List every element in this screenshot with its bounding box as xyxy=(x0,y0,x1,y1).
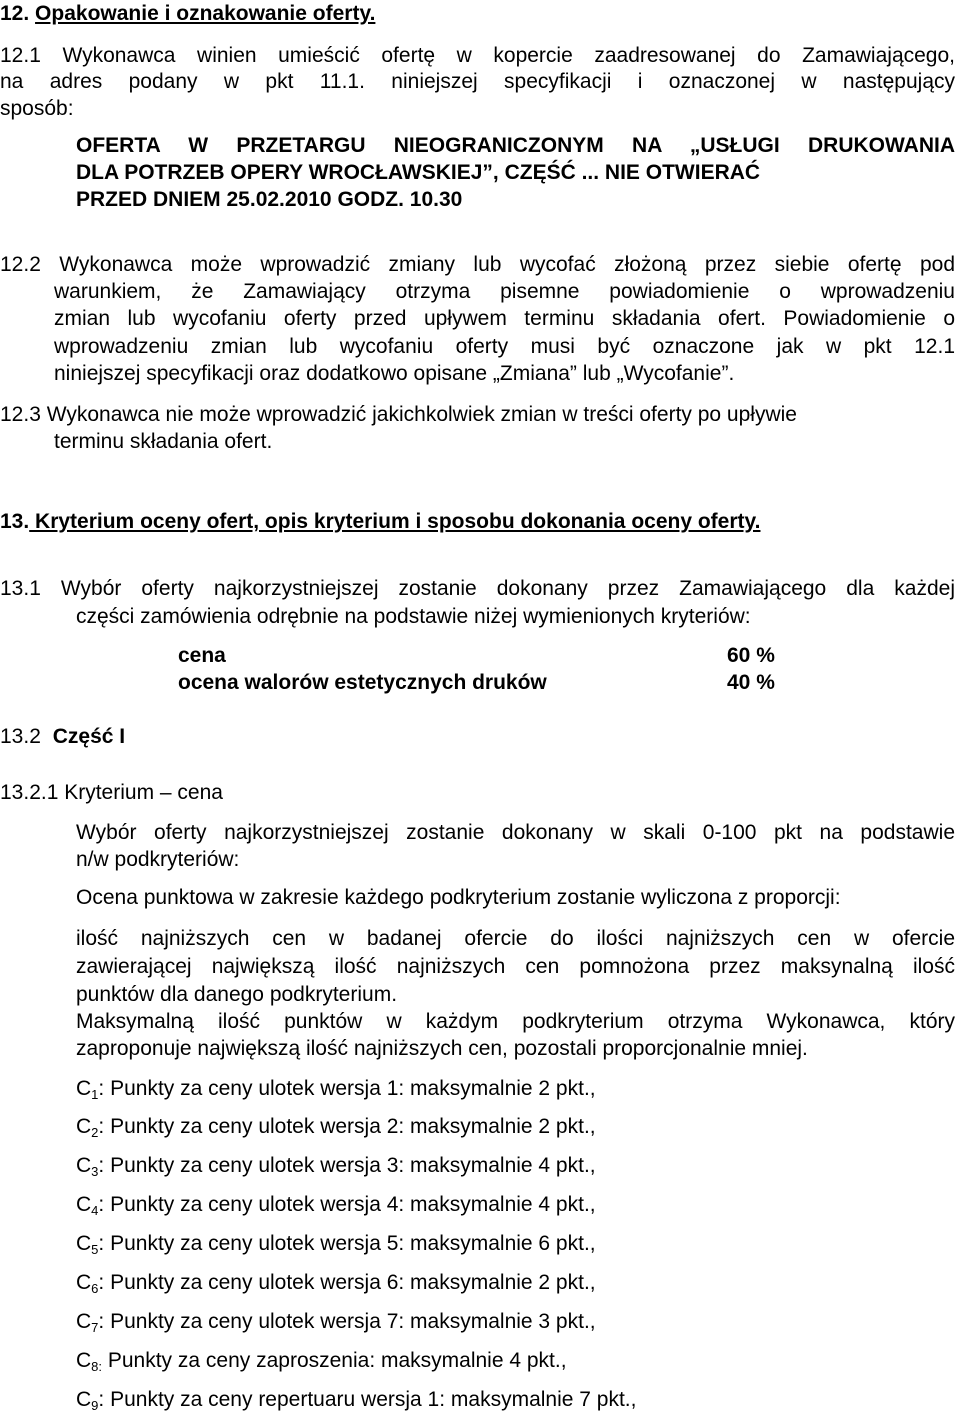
subcriterion-item xyxy=(76,1347,567,1375)
criterion-name: ocena walorów estetycznych druków xyxy=(178,671,547,694)
subcriterion-text: : Punkty za ceny ulotek wersja 2: maksymalnie 2 pkt., xyxy=(98,1115,596,1138)
criterion-weight: 60 % xyxy=(727,644,775,667)
subcriterion-symbol: C xyxy=(76,1193,92,1216)
subcriterion-symbol: C xyxy=(76,1271,92,1294)
subcriterion-index: 3 xyxy=(91,1164,99,1179)
subcriterion-index: 8: xyxy=(91,1359,103,1374)
subcriterion-text: : Punkty za ceny ulotek wersja 6: maksymalnie 2 pkt., xyxy=(98,1271,596,1294)
section-13-number: 13. xyxy=(0,510,30,533)
formula-line-2: zawierającej największą ilość najniższych cen pomnożona przez maksynalną ilość xyxy=(76,955,955,978)
subcriterion-text: : Punkty za ceny ulotek wersja 7: maksymalnie 3 pkt., xyxy=(98,1310,596,1333)
subcriterion-item xyxy=(76,1386,636,1414)
subcriterion-index: 5 xyxy=(91,1242,99,1257)
subcriterion-symbol: C xyxy=(76,1077,92,1100)
subcriterion-symbol: C xyxy=(76,1232,92,1255)
section-12-heading xyxy=(0,0,375,28)
subcriterion-symbol: C xyxy=(76,1154,92,1177)
subcriterion-index: 1 xyxy=(91,1087,99,1102)
subcriterion-text: : Punkty za ceny ulotek wersja 5: maksymalnie 6 pkt., xyxy=(98,1232,596,1255)
section-12-number: 12. xyxy=(0,2,30,25)
subcriterion-item xyxy=(76,1152,596,1180)
subcriterion-symbol: C xyxy=(76,1115,92,1138)
subcriterion-text: : Punkty za ceny ulotek wersja 4: maksymalnie 4 pkt., xyxy=(98,1193,596,1216)
formula-line-3: punktów dla danego podkryterium. xyxy=(76,983,398,1006)
para-12-2-line-1: 12.2 Wykonawca może wprowadzić zmiany lub wycofać złożoną przez siebie ofertę pod xyxy=(0,253,955,276)
marking-line-2: DLA POTRZEB OPERY WROCŁAWSKIEJ”, CZĘŚĆ ... NIE OTWIERAĆ xyxy=(76,161,761,184)
para-12-2-line-3: zmian lub wycofaniu oferty przed upływem terminu składania ofert. Powiadomienie o xyxy=(54,307,955,330)
para-12-3-line-1: 12.3 Wykonawca nie może wprowadzić jakichkolwiek zmian w treści oferty po upływie xyxy=(0,403,797,426)
subcriterion-item xyxy=(76,1075,596,1103)
max-points-line-1: Maksymalną ilość punktów w każdym podkryterium otrzyma Wykonawca, który xyxy=(76,1010,955,1033)
subcriterion-symbol: C xyxy=(76,1349,92,1372)
part-number: 13.2 xyxy=(0,725,41,748)
para-13-1-line-2: części zamówienia odrębnie na podstawie niżej wymienionych kryteriów: xyxy=(76,605,751,628)
subcriterion-text: : Punkty za ceny ulotek wersja 3: maksymalnie 4 pkt., xyxy=(98,1154,596,1177)
subcriterion-symbol: C xyxy=(76,1310,92,1333)
para-12-1-line-1: 12.1 Wykonawca winien umieścić ofertę w kopercie zaadresowanej do Zamawiającego, xyxy=(0,44,955,67)
section-13-heading xyxy=(0,508,760,536)
marking-line-1: OFERTA W PRZETARGU NIEOGRANICZONYM NA „USŁUGI DRUKOWANIA xyxy=(76,134,955,157)
part-label: Część I xyxy=(52,725,126,748)
para-13-1-line-1: 13.1 Wybór oferty najkorzystniejszej zostanie dokonany przez Zamawiającego dla każdej xyxy=(0,577,955,600)
intro-line-2: n/w podkryteriów: xyxy=(76,848,240,871)
subcriterion-index: 9 xyxy=(91,1398,99,1413)
section-12-title: Opakowanie i oznakowanie oferty. xyxy=(35,2,376,25)
part-heading xyxy=(0,723,125,751)
intro-line-1: Wybór oferty najkorzystniejszej zostanie dokonany w skali 0-100 pkt na podstawie xyxy=(76,821,955,844)
subcriterion-symbol: C xyxy=(76,1388,92,1411)
subcriterion-index: 2 xyxy=(91,1125,99,1140)
criterion-name: cena xyxy=(178,644,226,667)
subcriterion-index: 6 xyxy=(91,1281,99,1296)
subcriterion-text: : Punkty za ceny ulotek wersja 1: maksymalnie 2 pkt., xyxy=(98,1077,596,1100)
subcriterion-item xyxy=(76,1308,596,1336)
criterion-weight: 40 % xyxy=(727,671,775,694)
para-12-3-line-2: terminu składania ofert. xyxy=(54,430,273,453)
subcriterion-index: 4 xyxy=(91,1203,99,1218)
subcriterion-item xyxy=(76,1230,596,1258)
subcriterion-index: 7 xyxy=(91,1320,99,1335)
subcriterion-text: : Punkty za ceny repertuaru wersja 1: maksymalnie 7 pkt., xyxy=(98,1388,637,1411)
para-12-1-line-3: sposób: xyxy=(0,97,74,120)
para-12-1-line-2: na adres podany w pkt 11.1. niniejszej specyfikacji i oznaczonej w następujący xyxy=(0,70,955,93)
section-13-title: Kryterium oceny ofert, opis kryterium i sposobu dokonania oceny oferty. xyxy=(29,510,761,533)
subcriterion-item xyxy=(76,1191,596,1219)
calc-line: Ocena punktowa w zakresie każdego podkryterium zostanie wyliczona z proporcji: xyxy=(76,886,841,909)
marking-line-3: PRZED DNIEM 25.02.2010 GODZ. 10.30 xyxy=(76,188,463,211)
para-12-2-line-5: niniejszej specyfikacji oraz dodatkowo opisane „Zmiana” lub „Wycofanie”. xyxy=(54,362,735,385)
subsection-title: 13.2.1 Kryterium – cena xyxy=(0,781,223,804)
subcriterion-item xyxy=(76,1269,596,1297)
para-12-2-line-2: warunkiem, że Zamawiający otrzyma pisemne powiadomienie o wprowadzeniu xyxy=(54,280,955,303)
formula-line-1: ilość najniższych cen w badanej ofercie do ilości najniższych cen w ofercie xyxy=(76,927,955,950)
subcriterion-text: Punkty za ceny zaproszenia: maksymalnie 4 pkt., xyxy=(102,1349,567,1372)
para-12-2-line-4: wprowadzeniu zmian lub wycofaniu oferty musi być oznaczone jak w pkt 12.1 xyxy=(54,335,955,358)
max-points-line-2: zaproponuje największą ilość najniższych cen, pozostali proporcjonalnie mniej. xyxy=(76,1037,808,1060)
subcriterion-item xyxy=(76,1113,596,1141)
